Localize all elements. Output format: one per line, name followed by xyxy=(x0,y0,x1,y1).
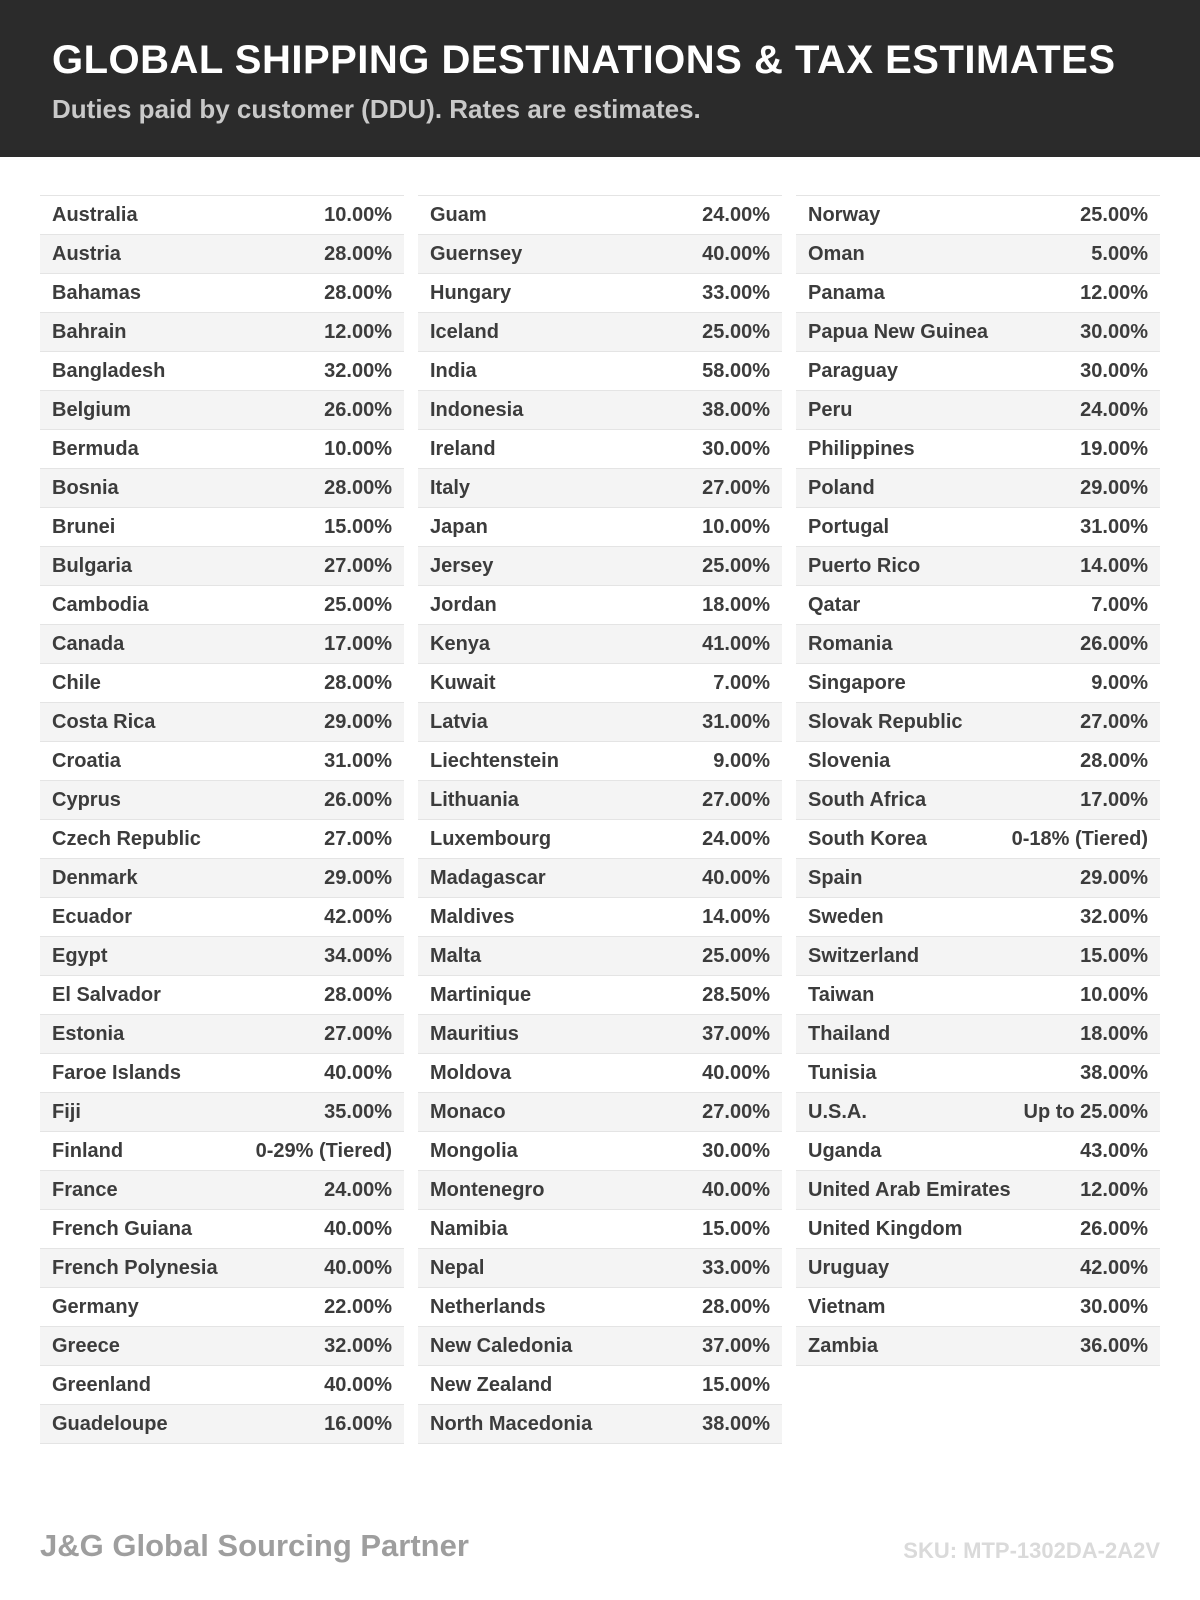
country-name: Iceland xyxy=(430,320,499,343)
footer xyxy=(40,1528,1160,1564)
country-name: French Guiana xyxy=(52,1217,193,1240)
table-row xyxy=(40,1054,404,1093)
table-row xyxy=(796,1132,1160,1171)
table-row xyxy=(418,1132,782,1171)
country-name: Slovenia xyxy=(808,749,891,772)
tax-rate: 27.00% xyxy=(1080,710,1148,733)
table-row xyxy=(418,1405,782,1444)
table-row xyxy=(796,1327,1160,1366)
table-row xyxy=(418,469,782,508)
country-name: Estonia xyxy=(52,1022,125,1045)
table-row xyxy=(40,313,404,352)
table-row xyxy=(40,1249,404,1288)
tax-rate: 10.00% xyxy=(324,437,392,460)
tax-rate: 43.00% xyxy=(1080,1139,1148,1162)
tax-rate: 12.00% xyxy=(1080,281,1148,304)
tax-rate: 33.00% xyxy=(702,1256,770,1279)
country-name: Martinique xyxy=(430,983,532,1006)
table-row xyxy=(40,859,404,898)
tax-rate: 28.50% xyxy=(702,983,770,1006)
tax-rate: 27.00% xyxy=(324,1022,392,1045)
tax-rate: 26.00% xyxy=(324,398,392,421)
tax-rate: 40.00% xyxy=(324,1373,392,1396)
tax-rate: 9.00% xyxy=(1091,671,1148,694)
country-name: Croatia xyxy=(52,749,121,772)
table-row xyxy=(40,586,404,625)
country-name: Finland xyxy=(52,1139,124,1162)
country-name: Sweden xyxy=(808,905,884,928)
country-name: Hungary xyxy=(430,281,512,304)
country-name: North Macedonia xyxy=(430,1412,593,1435)
country-name: Philippines xyxy=(808,437,915,460)
tax-rate: 7.00% xyxy=(713,671,770,694)
country-name: United Arab Emirates xyxy=(808,1178,1011,1201)
table-row xyxy=(418,1054,782,1093)
table-row xyxy=(418,1093,782,1132)
table-row xyxy=(40,742,404,781)
country-name: Liechtenstein xyxy=(430,749,559,772)
country-name: Greenland xyxy=(52,1373,151,1396)
tax-rate: 38.00% xyxy=(1080,1061,1148,1084)
table-row xyxy=(40,976,404,1015)
page-subtitle: Duties paid by customer (DDU). Rates are estimates. xyxy=(52,94,701,124)
country-name: Thailand xyxy=(808,1022,891,1045)
country-name: Portugal xyxy=(808,515,890,538)
tax-rate: 32.00% xyxy=(1080,905,1148,928)
table-row xyxy=(418,1288,782,1327)
tax-rate: 58.00% xyxy=(702,359,770,382)
table-row xyxy=(40,898,404,937)
country-name: Bangladesh xyxy=(52,359,166,382)
table-row xyxy=(40,625,404,664)
tax-rate: 28.00% xyxy=(324,242,392,265)
table-row xyxy=(418,703,782,742)
table-row xyxy=(418,1249,782,1288)
tax-rate: 40.00% xyxy=(324,1061,392,1084)
tax-rate: 31.00% xyxy=(324,749,392,772)
table-row xyxy=(40,1288,404,1327)
tax-rate: 14.00% xyxy=(702,905,770,928)
country-name: Costa Rica xyxy=(52,710,156,733)
tax-rate: 24.00% xyxy=(1080,398,1148,421)
table-row xyxy=(418,196,782,235)
table-row xyxy=(796,391,1160,430)
tax-rate: 22.00% xyxy=(324,1295,392,1318)
tax-rate: 26.00% xyxy=(324,788,392,811)
country-name: Spain xyxy=(808,866,863,889)
country-name: India xyxy=(430,359,477,382)
tax-rate: 29.00% xyxy=(324,710,392,733)
country-name: Bulgaria xyxy=(52,554,133,577)
tax-rate: 25.00% xyxy=(702,554,770,577)
table-row xyxy=(418,352,782,391)
country-name: Vietnam xyxy=(808,1295,886,1318)
country-name: Chile xyxy=(52,671,101,694)
tax-rate: 32.00% xyxy=(324,359,392,382)
tax-rate: 26.00% xyxy=(1080,632,1148,655)
table-row xyxy=(418,820,782,859)
table-row xyxy=(796,820,1160,859)
table-row xyxy=(796,430,1160,469)
table-row xyxy=(796,937,1160,976)
tax-rate: 10.00% xyxy=(324,203,392,226)
table-row xyxy=(40,1327,404,1366)
tax-rate: 24.00% xyxy=(702,827,770,850)
tax-rate: 28.00% xyxy=(324,476,392,499)
country-name: Indonesia xyxy=(430,398,524,421)
country-name: South Korea xyxy=(808,827,927,850)
tax-rate: 31.00% xyxy=(1080,515,1148,538)
tax-rate: 25.00% xyxy=(324,593,392,616)
tax-rate: 40.00% xyxy=(702,1178,770,1201)
tax-rate: 10.00% xyxy=(1080,983,1148,1006)
country-name: New Caledonia xyxy=(430,1334,573,1357)
tax-rate: 38.00% xyxy=(702,398,770,421)
table-row xyxy=(796,976,1160,1015)
tax-rate: 28.00% xyxy=(324,281,392,304)
country-name: Uganda xyxy=(808,1139,882,1162)
country-name: Slovak Republic xyxy=(808,710,963,733)
tax-rate: 5.00% xyxy=(1091,242,1148,265)
country-name: Singapore xyxy=(808,671,906,694)
table-row xyxy=(40,469,404,508)
tax-rate: Up to 25.00% xyxy=(1023,1100,1148,1123)
table-row xyxy=(418,586,782,625)
country-name: Moldova xyxy=(430,1061,512,1084)
table-row xyxy=(796,1171,1160,1210)
table-row xyxy=(796,274,1160,313)
tax-rate: 40.00% xyxy=(324,1256,392,1279)
tax-rate: 10.00% xyxy=(702,515,770,538)
tax-rate: 28.00% xyxy=(702,1295,770,1318)
tax-rate: 29.00% xyxy=(324,866,392,889)
table-row xyxy=(40,1210,404,1249)
tax-rate: 28.00% xyxy=(1080,749,1148,772)
country-name: Switzerland xyxy=(808,944,920,967)
table-row xyxy=(796,664,1160,703)
country-name: Bosnia xyxy=(52,476,119,499)
country-name: Jordan xyxy=(430,593,497,616)
table-row xyxy=(40,1015,404,1054)
tax-rate: 40.00% xyxy=(324,1217,392,1240)
country-name: Nepal xyxy=(430,1256,485,1279)
table-row xyxy=(418,1171,782,1210)
country-name: Guadeloupe xyxy=(52,1412,168,1435)
tax-rate: 17.00% xyxy=(1080,788,1148,811)
table-row xyxy=(40,508,404,547)
country-name: Maldives xyxy=(430,905,515,928)
tax-rate: 25.00% xyxy=(702,320,770,343)
table-row xyxy=(796,547,1160,586)
country-name: Paraguay xyxy=(808,359,899,382)
tax-rate: 26.00% xyxy=(1080,1217,1148,1240)
table-row xyxy=(796,235,1160,274)
tax-rate: 15.00% xyxy=(702,1217,770,1240)
tax-rate: 12.00% xyxy=(1080,1178,1148,1201)
table-row xyxy=(796,469,1160,508)
country-name: Faroe Islands xyxy=(52,1061,181,1084)
page-title: GLOBAL SHIPPING DESTINATIONS & TAX ESTIMATES xyxy=(52,38,1116,82)
table-row xyxy=(796,508,1160,547)
table-row xyxy=(418,430,782,469)
tax-rate: 37.00% xyxy=(702,1334,770,1357)
tax-rate: 15.00% xyxy=(1080,944,1148,967)
country-name: Madagascar xyxy=(430,866,546,889)
country-name: Kuwait xyxy=(430,671,496,694)
tax-rate: 15.00% xyxy=(324,515,392,538)
tax-rate: 37.00% xyxy=(702,1022,770,1045)
country-name: Qatar xyxy=(808,593,861,616)
tax-rate: 18.00% xyxy=(1080,1022,1148,1045)
table-row xyxy=(40,547,404,586)
table-row xyxy=(40,703,404,742)
table-row xyxy=(418,274,782,313)
tax-rate: 34.00% xyxy=(324,944,392,967)
table-row xyxy=(418,1327,782,1366)
tax-rate: 17.00% xyxy=(324,632,392,655)
country-name: United Kingdom xyxy=(808,1217,963,1240)
country-name: Mongolia xyxy=(430,1139,518,1162)
country-name: Brunei xyxy=(52,515,116,538)
table-row xyxy=(796,625,1160,664)
tax-rate-table xyxy=(0,157,1200,1444)
table-row xyxy=(418,976,782,1015)
country-name: Malta xyxy=(430,944,482,967)
table-row xyxy=(796,742,1160,781)
table-row xyxy=(418,859,782,898)
country-name: Poland xyxy=(808,476,875,499)
country-name: Tunisia xyxy=(808,1061,877,1084)
tax-rate: 27.00% xyxy=(324,827,392,850)
sku-label: SKU: MTP-1302DA-2A2V xyxy=(903,1538,1160,1563)
country-name: Cyprus xyxy=(52,788,121,811)
country-name: Fiji xyxy=(52,1100,81,1123)
tax-rate: 25.00% xyxy=(702,944,770,967)
tax-rate: 24.00% xyxy=(702,203,770,226)
table-column-2 xyxy=(418,195,782,1444)
country-name: U.S.A. xyxy=(808,1100,867,1123)
country-name: Jersey xyxy=(430,554,494,577)
country-name: Norway xyxy=(808,203,881,226)
country-name: Ecuador xyxy=(52,905,133,928)
tax-rate: 19.00% xyxy=(1080,437,1148,460)
country-name: Egypt xyxy=(52,944,108,967)
country-name: Guam xyxy=(430,203,487,226)
table-row xyxy=(40,274,404,313)
table-row xyxy=(796,898,1160,937)
country-name: Luxembourg xyxy=(430,827,552,850)
tax-rate: 14.00% xyxy=(1080,554,1148,577)
tax-rate: 27.00% xyxy=(702,788,770,811)
tax-rate: 28.00% xyxy=(324,671,392,694)
tax-rate: 9.00% xyxy=(713,749,770,772)
tax-rate: 42.00% xyxy=(1080,1256,1148,1279)
country-name: Puerto Rico xyxy=(808,554,921,577)
brand-name: J&G Global Sourcing Partner xyxy=(40,1528,469,1563)
table-row xyxy=(40,430,404,469)
table-row xyxy=(40,820,404,859)
tax-rate: 36.00% xyxy=(1080,1334,1148,1357)
tax-rate: 32.00% xyxy=(324,1334,392,1357)
table-row xyxy=(418,391,782,430)
table-row xyxy=(40,1093,404,1132)
table-row xyxy=(418,508,782,547)
tax-rate: 0-29% (Tiered) xyxy=(255,1139,392,1162)
table-column-3 xyxy=(796,195,1160,1366)
tax-rate: 28.00% xyxy=(324,983,392,1006)
table-row xyxy=(796,781,1160,820)
table-row xyxy=(418,898,782,937)
table-row xyxy=(796,586,1160,625)
country-name: Namibia xyxy=(430,1217,508,1240)
header-banner xyxy=(0,0,1200,157)
country-name: Germany xyxy=(52,1295,139,1318)
table-row xyxy=(796,859,1160,898)
tax-rate: 41.00% xyxy=(702,632,770,655)
table-row xyxy=(796,313,1160,352)
country-name: Greece xyxy=(52,1334,120,1357)
tax-rate: 29.00% xyxy=(1080,476,1148,499)
country-name: Romania xyxy=(808,632,893,655)
tax-rate: 24.00% xyxy=(324,1178,392,1201)
tax-rate: 16.00% xyxy=(324,1412,392,1435)
country-name: Bermuda xyxy=(52,437,139,460)
table-row xyxy=(418,547,782,586)
table-row xyxy=(796,1093,1160,1132)
table-row xyxy=(40,1405,404,1444)
table-row xyxy=(40,235,404,274)
country-name: Czech Republic xyxy=(52,827,201,850)
country-name: Bahrain xyxy=(52,320,127,343)
tax-rate: 40.00% xyxy=(702,866,770,889)
table-row xyxy=(418,937,782,976)
country-name: Papua New Guinea xyxy=(808,320,989,343)
table-row xyxy=(796,703,1160,742)
table-row xyxy=(796,1249,1160,1288)
tax-rate: 31.00% xyxy=(702,710,770,733)
country-name: Australia xyxy=(52,203,138,226)
tax-rate: 30.00% xyxy=(702,1139,770,1162)
country-name: Peru xyxy=(808,398,853,421)
tax-rate: 40.00% xyxy=(702,242,770,265)
country-name: Taiwan xyxy=(808,983,875,1006)
tax-rate: 27.00% xyxy=(702,476,770,499)
table-column-1 xyxy=(40,195,404,1444)
table-row xyxy=(418,664,782,703)
tax-rate: 38.00% xyxy=(702,1412,770,1435)
table-row xyxy=(418,313,782,352)
tax-rate: 42.00% xyxy=(324,905,392,928)
tax-rate: 18.00% xyxy=(702,593,770,616)
tax-rate: 30.00% xyxy=(702,437,770,460)
table-row xyxy=(40,196,404,235)
country-name: French Polynesia xyxy=(52,1256,218,1279)
country-name: Ireland xyxy=(430,437,496,460)
country-name: Austria xyxy=(52,242,121,265)
country-name: El Salvador xyxy=(52,983,161,1006)
tax-rate: 40.00% xyxy=(702,1061,770,1084)
tax-rate: 12.00% xyxy=(324,320,392,343)
country-name: Montenegro xyxy=(430,1178,545,1201)
table-row xyxy=(418,781,782,820)
country-name: Monaco xyxy=(430,1100,506,1123)
country-name: Netherlands xyxy=(430,1295,546,1318)
table-row xyxy=(40,391,404,430)
country-name: Bahamas xyxy=(52,281,141,304)
table-row xyxy=(40,937,404,976)
table-row xyxy=(418,1366,782,1405)
table-row xyxy=(796,1054,1160,1093)
country-name: Oman xyxy=(808,242,865,265)
table-row xyxy=(418,235,782,274)
table-row xyxy=(796,1210,1160,1249)
table-row xyxy=(418,1015,782,1054)
tax-rate: 29.00% xyxy=(1080,866,1148,889)
country-name: Denmark xyxy=(52,866,138,889)
table-row xyxy=(40,781,404,820)
tax-rate: 30.00% xyxy=(1080,320,1148,343)
tax-rate: 7.00% xyxy=(1091,593,1148,616)
tax-rate: 30.00% xyxy=(1080,1295,1148,1318)
country-name: Guernsey xyxy=(430,242,523,265)
country-name: South Africa xyxy=(808,788,927,811)
table-row xyxy=(40,1171,404,1210)
country-name: Japan xyxy=(430,515,488,538)
table-row xyxy=(40,352,404,391)
table-row xyxy=(40,664,404,703)
table-row xyxy=(40,1132,404,1171)
country-name: Cambodia xyxy=(52,593,149,616)
country-name: Lithuania xyxy=(430,788,519,811)
country-name: Canada xyxy=(52,632,125,655)
tax-rate: 0-18% (Tiered) xyxy=(1011,827,1148,850)
table-row xyxy=(796,352,1160,391)
tax-rate: 27.00% xyxy=(702,1100,770,1123)
tax-rate: 25.00% xyxy=(1080,203,1148,226)
country-name: Italy xyxy=(430,476,471,499)
table-row xyxy=(418,1210,782,1249)
table-row xyxy=(796,1288,1160,1327)
tax-rate: 33.00% xyxy=(702,281,770,304)
country-name: Panama xyxy=(808,281,885,304)
table-row xyxy=(418,742,782,781)
country-name: France xyxy=(52,1178,118,1201)
country-name: Mauritius xyxy=(430,1022,519,1045)
country-name: Uruguay xyxy=(808,1256,890,1279)
table-row xyxy=(40,1366,404,1405)
table-row xyxy=(796,1015,1160,1054)
table-row xyxy=(796,196,1160,235)
country-name: Kenya xyxy=(430,632,491,655)
tax-rate: 35.00% xyxy=(324,1100,392,1123)
tax-rate: 15.00% xyxy=(702,1373,770,1396)
country-name: Zambia xyxy=(808,1334,879,1357)
country-name: New Zealand xyxy=(430,1373,553,1396)
table-row xyxy=(418,625,782,664)
country-name: Latvia xyxy=(430,710,488,733)
country-name: Belgium xyxy=(52,398,131,421)
tax-rate: 27.00% xyxy=(324,554,392,577)
tax-rate: 30.00% xyxy=(1080,359,1148,382)
